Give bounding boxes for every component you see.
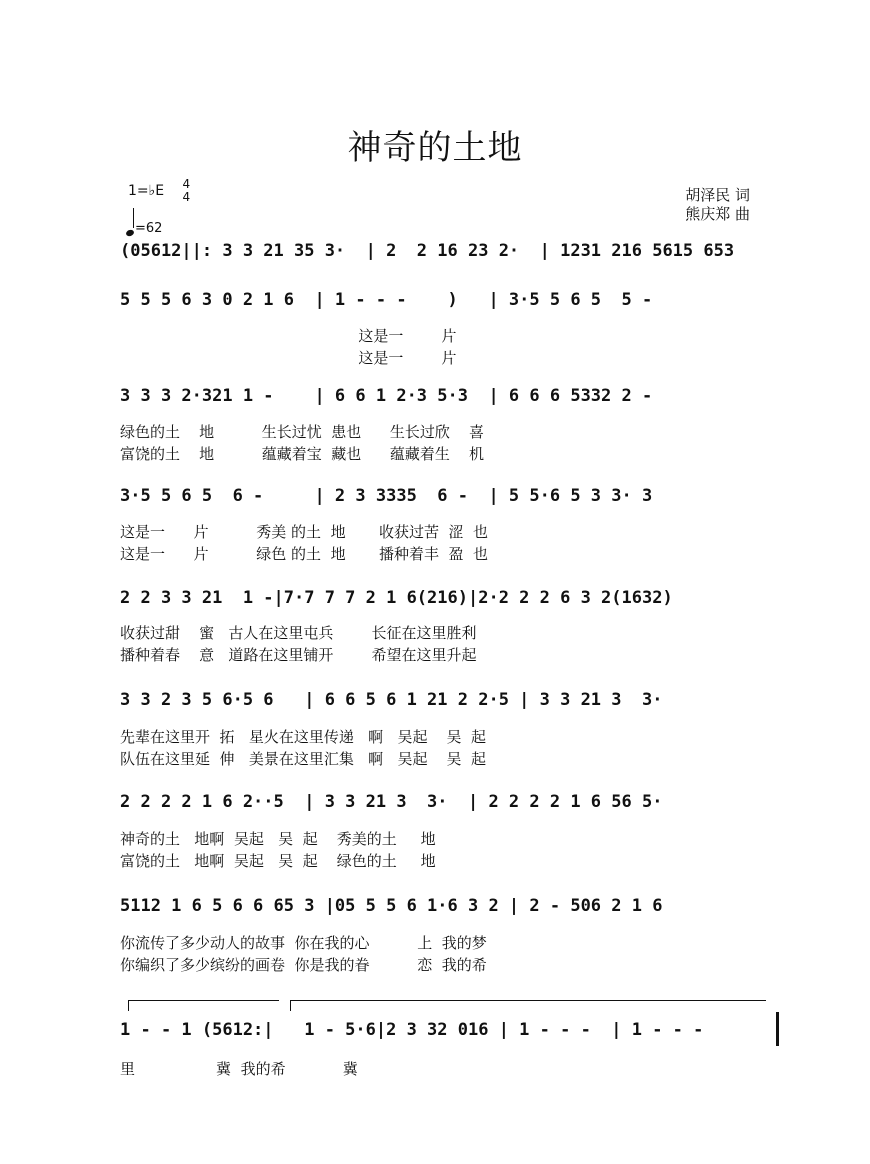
score-line-9 [120, 1020, 780, 1050]
lyric-verse-2: 队伍在这里延 伸 美景在这里汇集 啊 吴起 吴 起 [120, 750, 487, 768]
score-line-5 [120, 588, 780, 618]
lyric-verse-2: 播种着春 意 道路在这里铺开 希望在这里升起 [120, 646, 477, 664]
lyric-verse-2: 这是一 片 [120, 349, 457, 367]
tempo-value: =62 [135, 221, 163, 236]
tempo-mark [126, 212, 162, 236]
note-stem-icon [133, 208, 134, 228]
final-barline [776, 1012, 779, 1046]
lyric-verse-2: 富饶的土 地啊 吴起 吴 起 绿色的土 地 [120, 852, 436, 870]
notation: 5 5 5 6 3 0 2 1 6 | 1 - - - ) | 3·5 5 6 5 5 - [120, 290, 653, 310]
score-line-3 [120, 386, 780, 416]
quarter-note-icon [125, 229, 135, 237]
lyric-verse-2: 富饶的土 地 蕴藏着宝 藏也 蕴藏着生 机 [120, 445, 484, 463]
notation: 3·5 5 6 5 6 - | 2 3 3335 6 - | 5 5·6 5 3 3· 3 [120, 486, 653, 506]
key-signature [128, 178, 190, 204]
volta-2-bracket [290, 1000, 766, 1011]
score-line-4 [120, 486, 780, 516]
notation: 2 2 2 2 1 6 2··5 | 3 3 21 3 3· | 2 2 2 2 1 6 56 5· [120, 792, 663, 812]
lyric-verse-1: 绿色的土 地 生长过忧 患也 生长过欣 喜 [120, 423, 484, 441]
lyric-verse-2: 这是一 片 绿色 的土 地 播种着丰 盈 也 [120, 545, 489, 563]
notation: 1 - - 1 (5612:| 1 - 5·6|2 3 32 016 | 1 - - - | 1 - - - [120, 1020, 704, 1040]
key-label: 1=♭E [128, 183, 165, 199]
lyric-verse-1: 先辈在这里开 拓 星火在这里传递 啊 吴起 吴 起 [120, 728, 487, 746]
score-line-2 [120, 290, 780, 320]
lyric-verse-1: 收获过甜 蜜 古人在这里屯兵 长征在这里胜利 [120, 624, 477, 642]
song-title: 神奇的土地 [347, 128, 523, 168]
time-bottom: 4 [182, 190, 191, 204]
score-line-1 [120, 241, 780, 271]
lyric-verse-1: 这是一 片 秀美 的土 地 收获过苦 涩 也 [120, 523, 489, 541]
volta-1-bracket [128, 1000, 279, 1011]
notation: 2 2 3 3 21 1 -|7·7 7 7 2 1 6(216)|2·2 2 2 6 3 2(1632) [120, 588, 673, 608]
score-line-6 [120, 690, 780, 720]
notation: 3 3 3 2·321 1 - | 6 6 1 2·3 5·3 | 6 6 6 5332 2 - [120, 386, 653, 406]
composer: 熊庆郑 曲 [685, 205, 750, 223]
notation: 5112 1 6 5 6 6 65 3 |05 5 5 6 1·6 3 2 | 2 - 506 2 1 6 [120, 896, 663, 916]
notation: 3 3 2 3 5 6·5 6 | 6 6 5 6 1 21 2 2·5 | 3 3 21 3 3· [120, 690, 663, 710]
time-top: 4 [182, 177, 191, 191]
lyric-verse-2: 你编织了多少缤纷的画卷 你是我的眷 恋 我的希 [120, 956, 487, 974]
lyric-verse-1: 里 冀 我的希 冀 [120, 1060, 358, 1078]
score-line-8 [120, 896, 780, 926]
notation: (05612||: 3 3 21 35 3· | 2 2 16 23 2· | 1231 216 5615 653 [120, 241, 735, 261]
score-line-7 [120, 792, 780, 822]
lyricist: 胡泽民 词 [685, 186, 750, 204]
lyric-verse-1: 这是一 片 [120, 327, 457, 345]
credits [685, 186, 750, 224]
lyric-verse-1: 你流传了多少动人的故事 你在我的心 上 我的梦 [120, 934, 487, 952]
time-signature [183, 178, 191, 204]
lyric-verse-1: 神奇的土 地啊 吴起 吴 起 秀美的土 地 [120, 830, 436, 848]
